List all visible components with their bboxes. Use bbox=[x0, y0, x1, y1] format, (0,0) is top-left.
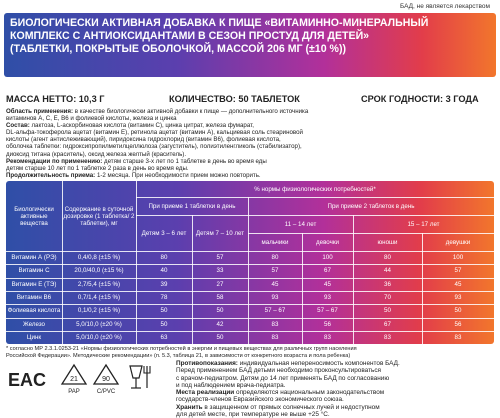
bottom-info-line bbox=[176, 367, 494, 374]
column-header-content: Содержание в суточной дозировке (1 таблетка/ 2 таблетки), мг bbox=[63, 205, 135, 227]
bottom-info-line bbox=[176, 382, 494, 389]
table-rule bbox=[248, 197, 249, 251]
table-row-content: 0,4/0,8 (±15 %) bbox=[77, 254, 121, 262]
bottom-info-text: государств-членов Евразийского экономического союза. bbox=[176, 396, 344, 404]
table-row-percent: 80 bbox=[384, 254, 391, 262]
net-mass: МАССА НЕТТО: 10,3 Г bbox=[6, 94, 105, 104]
table-row-percent: 50 bbox=[160, 307, 168, 315]
table-row-percent: 50 bbox=[384, 307, 391, 315]
sex-header-boys: мальчики bbox=[261, 238, 289, 246]
cpvc-recycle-icon bbox=[94, 365, 118, 395]
description-text: 1-2 месяца. При необходимости прием можно повторить. bbox=[95, 171, 261, 179]
quantity: КОЛИЧЕСТВО: 50 ТАБЛЕТОК bbox=[169, 94, 300, 104]
table-row-percent: 83 bbox=[384, 333, 391, 341]
group-header-one-tablet: При приеме 1 таблетки в день bbox=[148, 202, 236, 210]
not-a-medicine-note: БАД, не является лекарством bbox=[399, 3, 490, 10]
table-row-percent: 67 bbox=[324, 267, 331, 275]
table-rule bbox=[6, 331, 494, 332]
nutrition-table bbox=[6, 181, 494, 344]
table-row-percent: 33 bbox=[216, 267, 224, 275]
description-line bbox=[6, 165, 494, 172]
table-rule bbox=[248, 251, 249, 344]
table-rule bbox=[136, 197, 494, 198]
table-row-substance: Витамин Е (ТЭ) bbox=[11, 280, 57, 288]
table-row-percent: 63 bbox=[160, 333, 168, 341]
description-line bbox=[6, 172, 494, 179]
pap-recycle-icon bbox=[62, 365, 86, 395]
footnote-line-1: * согласно МР 2.3.1.0253-21 «Нормы физиологических потребностей в энергии и пищевых веществах для различных групп населения bbox=[6, 346, 357, 352]
description-line bbox=[6, 108, 494, 115]
table-row-percent: 56 bbox=[324, 320, 331, 328]
table-rule bbox=[422, 251, 423, 344]
description-line bbox=[6, 129, 494, 136]
title-line-1: БИОЛОГИЧЕСКИ АКТИВНАЯ ДОБАВКА К ПИЩЕ «ВИТАМИННО-МИНЕРАЛЬНЫЙ bbox=[10, 17, 429, 29]
table-row-percent: 45 bbox=[324, 280, 331, 288]
bottom-info-line bbox=[176, 375, 494, 382]
table-row-percent: 93 bbox=[271, 294, 279, 302]
table-row-percent: 57 bbox=[454, 267, 462, 275]
group-header-two-tablets: При приеме 2 таблеток в день bbox=[327, 202, 415, 210]
table-rule bbox=[192, 215, 193, 251]
table-row-percent: 57 – 67 bbox=[317, 307, 338, 315]
description-line bbox=[6, 136, 494, 143]
table-row-substance: Витамин А (РЭ) bbox=[11, 254, 57, 262]
table-row-percent: 45 bbox=[271, 280, 279, 288]
table-row-percent: 50 bbox=[160, 320, 168, 328]
table-row-substance: Железо bbox=[23, 320, 45, 328]
table-row-content: 0,7/1,4 (±15 %) bbox=[77, 294, 121, 302]
column-header-percent: % нормы физиологических потребностей* bbox=[254, 185, 376, 193]
table-row-percent: 57 bbox=[216, 254, 224, 262]
table-rule bbox=[302, 233, 303, 251]
table-row-percent: 50 bbox=[454, 307, 462, 315]
title-line-3: (ТАБЛЕТКИ, ПОКРЫТЫЕ ОБОЛОЧКОЙ, МАССОЙ 206 МГ (±10 %)) bbox=[10, 43, 347, 55]
table-rule bbox=[62, 251, 63, 344]
table-row-percent: 93 bbox=[324, 294, 331, 302]
table-rule bbox=[6, 318, 494, 319]
table-row-substance: Витамин С bbox=[18, 267, 50, 275]
shelf-life: СРОК ГОДНОСТИ: 3 ГОДА bbox=[361, 94, 479, 104]
product-description bbox=[6, 108, 494, 179]
description-text: детям старше 3-х лет по 1 таблетке в день во время еды bbox=[102, 157, 267, 165]
table-row-content: 0,1/0,2 (±15 %) bbox=[77, 307, 121, 315]
description-line bbox=[6, 158, 494, 165]
sex-header-girls: девочки bbox=[316, 238, 339, 246]
table-rule bbox=[62, 181, 63, 251]
description-line bbox=[6, 115, 494, 122]
table-row-percent: 56 bbox=[454, 320, 462, 328]
title-line-2: КОМПЛЕКС С АНТИОКСИДАНТАМИ В СЕЗОН ПРОСТУД ДЛЯ ДЕТЕЙ» bbox=[10, 30, 370, 42]
bottom-info-line bbox=[176, 411, 494, 418]
description-text: витаминов А, С, Е, В6 и фолиевой кислоты, железа и цинка bbox=[6, 115, 177, 123]
table-row-percent: 45 bbox=[454, 280, 462, 288]
svg-text:C/PVC: C/PVC bbox=[96, 389, 116, 395]
description-text: в качестве биологически активной добавки к пище — дополнительного источника bbox=[73, 108, 309, 115]
table-row-content: 5,0/10,0 (±20 %) bbox=[76, 320, 122, 328]
table-row-percent: 57 bbox=[271, 267, 279, 275]
description-label: Область применения: bbox=[6, 108, 74, 115]
column-header-substance: Биологически активные вещества bbox=[14, 205, 54, 227]
table-row-percent: 80 bbox=[160, 254, 168, 262]
table-row-content: 2,7/5,4 (±15 %) bbox=[77, 280, 121, 288]
table-rule bbox=[136, 251, 137, 344]
table-row-percent: 83 bbox=[454, 333, 462, 341]
description-line bbox=[6, 143, 494, 150]
description-text: оболочка таблетки: гидроксипропилметилцеллюлоза (загуститель), полиэтиленгликоль (стабилизатор), bbox=[6, 143, 302, 151]
table-row-percent: 83 bbox=[324, 333, 331, 341]
svg-text:21: 21 bbox=[70, 376, 78, 383]
table-footnote bbox=[6, 346, 494, 359]
age-header-15-17: 15 – 17 лет bbox=[407, 220, 440, 228]
table-rule bbox=[192, 251, 193, 344]
age-header-3-6: Детям 3 – 6 лет bbox=[141, 229, 187, 237]
table-rule bbox=[6, 304, 494, 305]
description-label: Состав: bbox=[6, 122, 30, 130]
table-row-percent: 50 bbox=[216, 307, 224, 315]
table-row-substance: Цинк bbox=[26, 333, 42, 341]
sex-header-girls-15: девушки bbox=[445, 238, 471, 246]
description-label: Продолжительность приема: bbox=[6, 171, 96, 179]
bottom-info-text: Перед применением БАД детьми необходимо проконсультироваться bbox=[176, 367, 381, 375]
table-row-percent: 42 bbox=[216, 320, 224, 328]
table-row-percent: 100 bbox=[452, 254, 464, 262]
bottom-info-text: в защищенном от прямых солнечных лучей и недоступном bbox=[202, 403, 380, 411]
table-rule bbox=[353, 215, 354, 251]
footnote-line-2: Российской Федерации». Методические рекомендации» (п. 5.3, таблица 21, в зависимости от конкретного возраста и пола ребенка) bbox=[6, 352, 351, 359]
bottom-info-text: с врачом-педиатром. Детям до 14 лет применять БАД по согласованию bbox=[176, 374, 390, 382]
svg-text:EAC: EAC bbox=[8, 370, 47, 390]
description-label: Рекомендации по применению: bbox=[6, 157, 103, 165]
bottom-info bbox=[176, 360, 494, 418]
table-row-percent: 80 bbox=[271, 254, 279, 262]
table-row-percent: 44 bbox=[384, 267, 391, 275]
description-text: диоксид титана (краситель), оксид железа желтый (краситель). bbox=[6, 150, 187, 158]
eac-mark-icon bbox=[8, 370, 46, 390]
certification-marks bbox=[6, 362, 156, 396]
description-text: кислоты (агент антислеживающий), пиридоксина гидрохлорид (витамин В6), фолиевая кислота, bbox=[6, 136, 281, 144]
bottom-info-text: индивидуальная непереносимость компонентов БАД. bbox=[237, 360, 400, 367]
table-row-percent: 58 bbox=[216, 294, 224, 302]
table-row-substance: Фолиевая кислота bbox=[7, 307, 61, 315]
table-rule bbox=[6, 264, 494, 265]
age-header-7-10: Детям 7 – 10 лет bbox=[195, 229, 245, 237]
table-row-substance: Витамин В6 bbox=[16, 294, 52, 302]
sex-header-boys-15: юноши bbox=[377, 238, 398, 246]
bottom-info-label: Хранить bbox=[176, 403, 203, 411]
table-row-percent: 83 bbox=[271, 333, 279, 341]
bottom-info-text: для детей месте, при температуре не выше +25 °С. bbox=[176, 411, 330, 418]
table-rule bbox=[422, 233, 423, 251]
bottom-info-label: Противопоказания: bbox=[176, 360, 238, 367]
bottom-info-text: определяются национальным законодательством bbox=[234, 389, 385, 397]
table-row-content: 20,0/40,0 (±15 %) bbox=[74, 267, 124, 275]
table-rule bbox=[302, 251, 303, 344]
description-text: лактоза, L-аскорбиновая кислота (витамин С), цинка цитрат, железа фумарат, bbox=[29, 122, 254, 130]
age-header-11-14: 11 – 14 лет bbox=[284, 220, 317, 228]
table-row-percent: 67 bbox=[384, 320, 391, 328]
description-text: детям старше 10 лет по 1 таблетке 2 раза в день во время еды. bbox=[6, 164, 189, 172]
title-banner bbox=[4, 13, 496, 77]
table-row-percent: 78 bbox=[160, 294, 168, 302]
bottom-info-label: Места реализации bbox=[176, 389, 235, 397]
description-line bbox=[6, 151, 494, 158]
description-text: DL-альфа-токоферола ацетат (витамин Е), ретинола ацетат (витамин А), кальциевая соль стеариновой bbox=[6, 129, 303, 137]
table-row-percent: 93 bbox=[454, 294, 462, 302]
table-row-percent: 57 – 67 bbox=[264, 307, 286, 315]
table-row-percent: 27 bbox=[216, 280, 224, 288]
table-row-percent: 40 bbox=[160, 267, 168, 275]
table-rule bbox=[136, 215, 494, 216]
table-rule bbox=[6, 291, 494, 292]
bottom-info-line bbox=[176, 404, 494, 411]
table-rule bbox=[136, 181, 137, 251]
table-row-content: 5,0/10,0 (±20 %) bbox=[76, 333, 122, 341]
table-row-percent: 100 bbox=[322, 254, 333, 262]
bottom-info-text: и под наблюдением врача-педиатра. bbox=[176, 381, 286, 389]
svg-text:PAP: PAP bbox=[68, 389, 80, 395]
table-row-percent: 50 bbox=[216, 333, 224, 341]
glass-fork-icon bbox=[130, 366, 150, 388]
table-rule bbox=[353, 251, 354, 344]
table-row-percent: 83 bbox=[271, 320, 279, 328]
svg-text:90: 90 bbox=[102, 376, 110, 383]
table-rule bbox=[6, 278, 494, 279]
table-row-percent: 70 bbox=[384, 294, 391, 302]
table-rule bbox=[248, 233, 494, 234]
table-row-percent: 36 bbox=[384, 280, 391, 288]
table-row-percent: 39 bbox=[160, 280, 168, 288]
description-line bbox=[6, 122, 494, 129]
